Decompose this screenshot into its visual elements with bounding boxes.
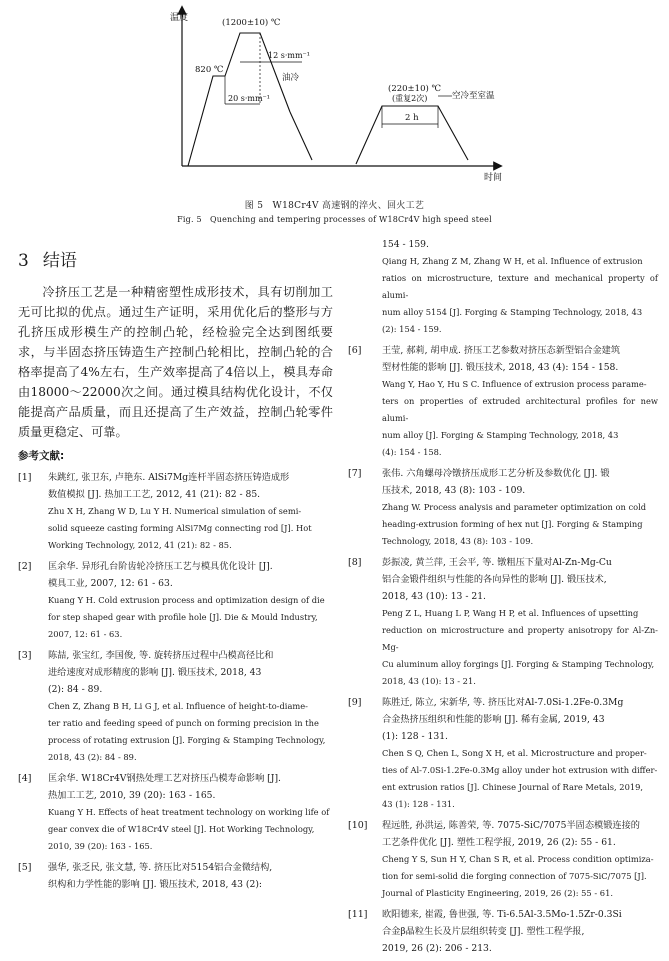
reference-line-en: Chen S Q, Chen L, Song X H, et al. Microstructure and proper- xyxy=(382,748,647,758)
reference-line-en: Chen Z, Zhang B H, Li G J, et al. Influence of height-to-diame- xyxy=(48,701,308,711)
references-heading: 参考文献: xyxy=(18,450,65,462)
reference-item xyxy=(348,554,658,690)
reference-line-en: num alloy [J]. Forging & Stamping Technology, 2018, 43 xyxy=(382,430,619,440)
reference-line-cn: 压技术, 2018, 43 (8): 103 - 109. xyxy=(382,485,526,496)
reference-line-en: Zhu X H, Zhang W D, Lu Y H. Numerical simulation of semi- xyxy=(48,506,302,516)
reference-line-en: for step shaped gear with profile hole [J]. Die & Mould Industry, xyxy=(48,612,318,622)
reference-line-cn: 进给速度对成形精度的影响 [J]. 锻压技术, 2018, 43 xyxy=(48,667,262,678)
reference-line-en: num alloy 5154 [J]. Forging & Stamping Technology, 2018, 43 xyxy=(382,307,643,317)
reference-line-en: Peng Z L, Huang L P, Wang H P, et al. Influences of upsetting xyxy=(382,608,639,618)
reference-line-en: Kuang Y H. Effects of heat treatment technology on working life of xyxy=(48,807,330,817)
label-oil: 油冷 xyxy=(282,73,300,83)
reference-item xyxy=(348,465,658,550)
reference-line-cn: 织构和力学性能的影响 [J]. 锻压技术, 2018, 43 (2): xyxy=(48,879,263,890)
label-peak: (1200±10) ℃ xyxy=(222,18,281,28)
reference-number: [10] xyxy=(348,820,368,831)
reference-line-en: 2018, 43 (10): 13 - 21. xyxy=(382,676,476,686)
reference-number: [8] xyxy=(348,557,362,568)
reference-item xyxy=(18,558,333,643)
reference-line-en: gear convex die of W18Cr4V steel [J]. Hot Working Technology, xyxy=(48,824,315,834)
reference-line-cn: 合金热挤压组织和性能的影响 [J]. 稀有金属, 2019, 43 xyxy=(382,714,605,725)
reference-line-en: reduction on microstructure and property anisotropy for Al-Zn-Mg- xyxy=(382,625,658,652)
reference-line-cn: 2019, 26 (2): 206 - 213. xyxy=(382,943,492,954)
reference-line-en: (2): 154 - 159. xyxy=(382,324,442,334)
reference-number: [11] xyxy=(348,909,368,920)
reference-number: [9] xyxy=(348,697,362,708)
section-number: 3 xyxy=(18,251,29,271)
reference-line-en: Cheng Y S, Sun H Y, Chan S R, et al. Process condition optimiza- xyxy=(382,854,654,864)
section-heading xyxy=(18,250,333,272)
reference-line-en: ter ratio and feeding speed of punch on forming precision in the xyxy=(48,718,319,728)
section-title: 结语 xyxy=(42,251,77,271)
reference-number: [6] xyxy=(348,345,362,356)
reference-line-cn: 匡余华. 异形孔台阶齿轮冷挤压工艺与模具优化设计 [J]. xyxy=(48,561,273,572)
reference-item xyxy=(18,859,333,893)
reference-line-cn: 王莹, 郝莉, 胡申成. 挤压工艺参数对挤压态新型铝合金建筑 xyxy=(382,345,621,356)
reference-line-cn: 热加工工艺, 2010, 39 (20): 163 - 165. xyxy=(48,790,216,801)
reference-line-cn: 模具工业, 2007, 12: 61 - 63. xyxy=(48,578,173,589)
reference-line-en: heading-extrusion forming of hex nut [J]. Forging & Stamping xyxy=(382,519,643,529)
reference-line-cn: 2018, 43 (10): 13 - 21. xyxy=(382,591,486,602)
reference-line-cn: 陈胜迁, 陈立, 宋新华, 等. 挤压比对Al-7.0Si-1.2Fe-0.3Mg xyxy=(382,697,624,708)
reference-line-en: ters on properties of extruded architectural profiles for new alumi- xyxy=(382,396,658,423)
reference-line-cn: 匡余华. W18Cr4V钢热处理工艺对挤压凸模寿命影响 [J]. xyxy=(48,773,281,784)
reference-line-en: ent extrusion ratios [J]. Chinese Journal of Rare Metals, 2019, xyxy=(382,782,644,792)
reference-line-cn: 程远胜, 孙洪运, 陈善荣, 等. 7075-SiC/7075半固态模锻连接的 xyxy=(382,820,640,831)
reference-item xyxy=(18,770,333,855)
reference-line-en: Wang Y, Hao Y, Hu S C. Influence of extrusion process parame- xyxy=(382,379,647,389)
reference-line-en: 43 (1): 128 - 131. xyxy=(382,799,455,809)
reference-line-en: tion for semi-solid die forging connection of 7075-SiC/7075 [J]. xyxy=(382,871,647,881)
reference-number: [1] xyxy=(18,472,32,483)
reference-number: [3] xyxy=(18,650,32,661)
reference-line-en: Journal of Plasticity Engineering, 2019, 26 (2): 55 - 61. xyxy=(382,888,613,898)
references-list-right xyxy=(348,342,658,957)
reference-continuation xyxy=(348,236,658,338)
reference-number: [5] xyxy=(18,862,32,873)
label-rate-up: 20 s·mm⁻¹ xyxy=(228,94,270,103)
reference-number: [7] xyxy=(348,468,362,479)
reference-line-en: (4): 154 - 158. xyxy=(382,447,442,457)
reference-line-cn: 数值模拟 [J]. 热加工工艺, 2012, 41 (21): 82 - 85. xyxy=(48,489,261,500)
label-hold-time: 2 h xyxy=(405,113,419,123)
reference-number: [4] xyxy=(18,773,32,784)
x-axis-label: 时间 xyxy=(484,173,503,183)
reference-line-cn: 欧阳德来, 崔霞, 鲁世强, 等. Ti-6.5Al-3.5Mo-1.5Zr-0.3Si xyxy=(382,909,622,920)
label-air: 空冷至室温 xyxy=(452,91,495,101)
reference-line-en: 2018, 43 (2): 84 - 89. xyxy=(48,752,137,762)
figure-caption-cn: 图 5 W18Cr4V 高速钢的淬火、回火工艺 xyxy=(244,201,425,211)
reference-item xyxy=(348,817,658,902)
reference-line-en: process of rotating extrusion [J]. Forging & Stamping Technology, xyxy=(48,735,326,745)
right-column xyxy=(348,236,658,961)
reference-item xyxy=(348,906,658,957)
reference-line-cn: 合金β晶粒生长及片层组织转变 [J]. 塑性工程学报, xyxy=(382,926,585,937)
reference-item xyxy=(18,647,333,766)
reference-line-cn: 张伟. 六角螺母冷镦挤压成形工艺分析及参数优化 [J]. 锻 xyxy=(382,468,610,479)
reference-line-cn: 强华, 张乏民, 张文慧, 等. 挤压比对5154铝合金微结构, xyxy=(48,862,273,873)
conclusion-paragraph: 冷挤压工艺是一种精密塑性成形技术，具有切削加工无可比拟的优点。通过生产证明，采用优化后的整形与方孔挤压成形模生产的控制凸轮，经检验完全达到图纸要求，与半固态挤压铸造生产控制凸轮相比，控制凸轮的合格率提高了4%左右，生产效率提高了4倍以上，模具寿命由18000～22000次之间。通过模具结构优化设计，不仅能提高产品质量，而且还提高了生产效益，控制凸轮零件质量更稳定、可靠。 xyxy=(18,285,333,439)
reference-line-cn: 154 - 159. xyxy=(382,239,429,250)
reference-line-en: Qiang H, Zhang Z M, Zhang W H, et al. Influence of extrusion xyxy=(382,256,643,266)
label-temper-repeat: (重复2次) xyxy=(392,94,428,103)
reference-line-cn: 工艺条件优化 [J]. 塑性工程学报, 2019, 26 (2): 55 - 61. xyxy=(382,837,616,848)
label-temper: (220±10) ℃ xyxy=(388,84,442,94)
reference-line-cn: (2): 84 - 89. xyxy=(48,684,103,695)
label-rate-hold: 12 s·mm⁻¹ xyxy=(268,51,310,60)
reference-line-en: ratios on microstructure, texture and mechanical property of alumi- xyxy=(382,273,658,300)
reference-line-cn: (1): 128 - 131. xyxy=(382,731,448,742)
reference-line-en: 2010, 39 (20): 163 - 165. xyxy=(48,841,153,851)
reference-item xyxy=(348,342,658,461)
oil-cool-line xyxy=(290,112,312,160)
reference-line-en: Zhang W. Process analysis and parameter optimization on cold xyxy=(382,502,647,512)
reference-line-cn: 朱跳红, 张卫东, 卢艳东. AlSi7Mg连杆半固态挤压铸造成形 xyxy=(48,472,290,483)
reference-line-cn: 型材性能的影响 [J]. 锻压技术, 2018, 43 (4): 154 - 158. xyxy=(382,362,619,373)
reference-line-cn: 铝合金锻件组织与性能的各向异性的影响 [J]. 锻压技术, xyxy=(382,574,607,585)
references-list-left xyxy=(18,469,333,893)
reference-line-en: 2007, 12: 61 - 63. xyxy=(48,629,123,639)
reference-line-cn: 彭振凌, 黄兰萍, 王会平, 等. 镦粗压下量对Al-Zn-Mg-Cu xyxy=(382,557,612,568)
label-preheat: 820 ℃ xyxy=(195,65,224,75)
reference-line-cn: 陈喆, 张宝红, 李国俊, 等. 旋转挤压过程中凸模高径比和 xyxy=(48,650,274,661)
reference-line-en: Technology, 2018, 43 (8): 103 - 109. xyxy=(382,536,534,546)
reference-line-en: Kuang Y H. Cold extrusion process and optimization design of die xyxy=(48,595,325,605)
reference-line-en: Working Technology, 2012, 41 (21): 82 - 85. xyxy=(48,540,232,550)
y-axis-label: 温度 xyxy=(170,13,189,23)
reference-line-en: solid squeeze casting forming AlSi7Mg connecting rod [J]. Hot xyxy=(48,523,312,533)
reference-line-en: ties of Al-7.0Si-1.2Fe-0.3Mg alloy under hot extrusion with differ- xyxy=(382,765,658,775)
reference-line-en: Cu aluminum alloy forgings [J]. Forging & Stamping Technology, xyxy=(382,659,655,669)
reference-item xyxy=(348,694,658,813)
reference-number: [2] xyxy=(18,561,32,572)
left-column xyxy=(18,250,333,897)
reference-item xyxy=(18,469,333,554)
figure-caption-en: Fig. 5 Quenching and tempering processes of W18Cr4V high speed steel xyxy=(177,215,492,224)
